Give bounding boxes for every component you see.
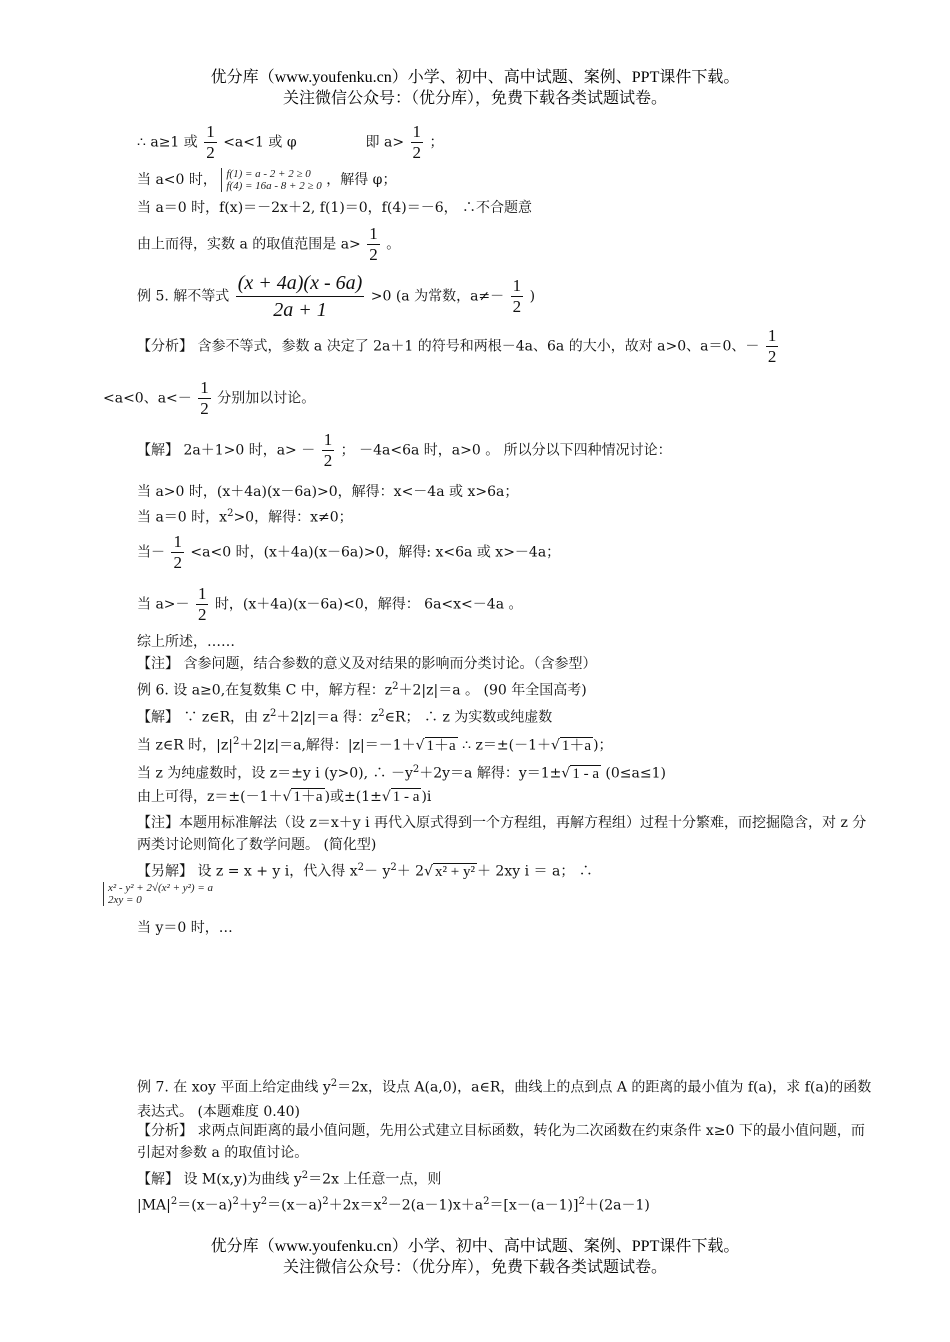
real-case: 当 z∈R 时，$|z|^2+2|z|=a$,解得：|z|＝－1＋√ 1＋a ∴ z＝±(－1＋√ 1＋a )； [137,736,613,754]
header-line-2: 关注微信公众号：（优分库），免费下载各类试题试卷。 [282,90,667,107]
page-header [0,67,950,109]
text: ＝(x－a) [267,1197,323,1214]
text: ＝2x，设点 A(a,0)，a∈R，曲线上的点到点 A 的距离的最小值为 f(a)，求 f(a)的函数表达式。 (本题难度 0.40) [137,1079,872,1120]
numerator: 1 [767,326,777,345]
text: 当 z∈R 时，|z| [137,737,233,754]
summary: 综上所述，…… [137,634,235,650]
header-line-1: 优分库（www.youfenku.cn）小学、初中、高中试题、案例、PPT课件下载。 [210,69,740,86]
line-conclusion [137,224,400,265]
text: 当 a＝0 时，x [137,509,228,526]
text: 当 z 为纯虚数时，设 z＝±y i (y>0), ∴ －y [137,765,413,782]
text: － y [364,863,391,880]
text: ＝[x－(a－1)] [489,1197,579,1214]
text: )或±(1± [324,789,382,805]
numerator: 1 [197,584,207,603]
text: 例 5. 解不等式 [137,288,230,305]
text: ) [529,288,536,305]
text: 时，(x＋4a)(x－6a)<0，解得： 6a<x<－4a 。 [214,596,523,613]
superscript: 2 [392,681,399,692]
superscript: 2 [378,708,385,719]
superscript: 2 [381,1196,388,1207]
sqrt-radicand: 1＋a [293,789,323,805]
text: ＋2|z|＝a 。 (90 年全国高考) [398,682,587,699]
line-a-range [137,122,443,163]
analysis-5 [137,326,780,367]
fraction-inequality [236,270,365,323]
text: 当 a>－ [137,596,190,613]
superscript: 2 [390,862,397,873]
text: 【解】 2a＋1>0 时，a> － [137,442,316,459]
system-row: x² - y² + 2√(x² + y²) = a [108,882,214,894]
text: <a<0、a<－ [103,390,192,407]
sqrt-radicand: 1＋a [426,737,456,754]
fraction-half [196,584,209,625]
footer-line-1: 优分库（www.youfenku.cn）小学、初中、高中试题、案例、PPT课件下载。 [210,1238,740,1255]
superscript: 2 [357,862,364,873]
system-row: f(4) = 16a - 8 + 2 ≥ 0 [226,180,322,192]
text: 由上可得，z＝±(－1＋ [137,789,283,805]
denominator: 2 [206,143,215,162]
numerator: 1 [323,430,333,449]
text: ； [429,134,444,151]
fraction-half [766,326,779,367]
text: ＋ 2 [396,863,425,880]
text: ＋2|z|＝a 得：z [276,709,379,726]
text: 当－ [137,544,165,561]
denominator: 2 [197,605,207,624]
text: 【分析】 含参不等式，参数 a 决定了 2a＋1 的符号和两根－4a、6a 的大小，故对 a>0、a＝0、－ [137,338,760,355]
text: 例 7. 在 xoy 平面上给定曲线 y [137,1079,331,1096]
text: |MA| [137,1197,171,1214]
superscript: 2 [232,1196,239,1207]
superscript: 2 [233,736,240,747]
footer-line-2: 关注微信公众号：（优分库），免费下载各类试题试卷。 [282,1259,667,1276]
analysis-5-cont [103,378,315,419]
example-6 [137,677,587,701]
numerator: 1 [173,532,182,551]
text: ，解得 φ； [326,172,397,188]
superscript: 2 [483,1196,490,1207]
superscript: 2 [170,1196,178,1207]
alt-system [103,882,213,906]
denominator: 2 [200,399,209,418]
text: 例 6. 设 a≥0,在复数集 C 中，解方程：z [137,682,393,699]
superscript: 2 [301,1170,309,1181]
text: <a<1 或 φ [223,134,297,151]
fraction-half [322,430,335,471]
denominator: 2 [369,245,378,264]
line-a-zero: 当 a＝0 时，f(x)＝－2x＋2, f(1)＝0，f(4)＝－6， ∴不合题意 [137,200,533,216]
text: ∴ a≥1 或 [137,134,198,151]
text: 。 [386,236,401,253]
sqrt-radicand: 1 - a [572,765,599,782]
denominator: 2 [512,297,522,316]
fraction-half [204,122,217,163]
fraction-half [171,532,184,573]
equation-system [103,882,213,906]
numerator: 1 [412,122,422,141]
superscript: 2 [330,1078,338,1089]
text: ∈R； ∴ z 为实数或纯虚数 [384,709,553,726]
superscript: 2 [260,1196,268,1207]
text: 【解】 设 M(x,y)为曲线 y [137,1171,302,1188]
denominator: 2 [173,553,182,572]
text: <a<0 时，(x＋4a)(x－6a)>0，解得: x<6a 或 x>－4a； [190,544,561,561]
case-3 [137,532,560,573]
text: 当 a<0 时， [137,172,217,188]
text: (0≤a≤1) [600,765,666,782]
note-6: 【注】本题用标准解法（设 z＝x＋y i 再代入原式得到一个方程组，再解方程组）过程十分繁难，而挖掘隐含，对 z 分两类讨论则简化了数学问题。 (简化型) [137,815,867,853]
superscript: 2 [578,1196,585,1207]
text: ＋2y＝a 解得：y＝1± [419,765,562,782]
case-1: 当 a>0 时，(x＋4a)(x－6a)>0，解得：x<－4a 或 x>6a； [137,484,519,500]
superscript: 2 [270,708,277,719]
text: ； －4a<6a 时，a>0 。 所以分以下四种情况讨论： [340,442,672,459]
line-a-negative [137,168,397,192]
solution-6 [137,704,552,728]
sqrt-radicand: 1 - a [392,789,420,805]
denominator: 2 [323,451,333,470]
text: 分别加以讨论。 [217,390,316,407]
distance-formula [137,1192,650,1216]
example-5 [137,270,535,323]
solution-7 [137,1166,441,1190]
numerator: 1 [369,224,378,243]
text: >0，解得：x≠0； [233,509,353,526]
superscript: 2 [412,764,420,775]
equation-system [221,168,321,192]
text: )； [593,737,613,754]
text: 即 a> [365,134,405,151]
text: 【解】 ∵ z∈R，由 z [137,709,271,726]
numerator: 1 [512,276,522,295]
solution-5 [137,430,672,471]
case-4 [137,584,523,625]
text: 【另解】 设 z = x + y i，代入得 x [137,863,358,880]
text: ∴ z＝±(－1＋ [457,737,551,754]
example-7 [137,1072,873,1124]
analysis-7: 【分析】 求两点间距离的最小值问题，先用公式建立目标函数，转化为二次函数在约束条件 x≥0 下的最小值问题，而引起对参数 a 的取值讨论。 [137,1123,865,1161]
note-5: 【注】 含参问题，结合参数的意义及对结果的影响而分类讨论。（含参型） [137,656,597,672]
y-zero: 当 y＝0 时，… [137,920,233,936]
superscript: 2 [227,508,234,519]
page-footer [0,1236,950,1278]
text: )i [421,789,432,805]
numerator: (x + 4a)(x - 6a) [236,270,365,297]
system-row: 2xy = 0 [108,894,142,906]
text: 由上而得，实数 a 的取值范围是 a> [137,236,361,253]
denominator: 2 [767,347,777,366]
text: ＋2x＝x [328,1197,382,1214]
sqrt-radicand: 1＋a [561,737,592,754]
fraction-half [511,276,524,317]
system-row: f(1) = a - 2 + 2 ≥ 0 [226,168,311,180]
imag-case: 当 z 为纯虚数时，设 z＝±y i (y>0), ∴ $-y^2+2y=a$ 解得：y＝1±√ 1 - a (0≤a≤1) [137,764,666,782]
text: ＝(x－a) [177,1197,233,1214]
result-6: 由上可得，z＝±(－1＋√ 1＋a )或±(1±√ 1 - a )i [137,789,432,805]
numerator: 1 [200,378,209,397]
text: >0 (a 为常数，a≠－ [370,288,505,305]
denominator: 2 [412,143,422,162]
numerator: 1 [206,122,215,141]
text: －2(a－1)x＋a [387,1197,484,1214]
denominator: 2a + 1 [273,299,327,321]
text: ＋ 2xy i ＝ a； ∴ [476,863,593,880]
fraction-half [198,378,211,419]
case-2 [137,504,353,528]
alt-solution: 【另解】 设 z = x + y i，代入得 $x^2- y^2+ 2√$ x² + y² ＋ 2xy i ＝ a； ∴ [137,862,593,880]
superscript: 2 [322,1196,329,1207]
text: ＋(2a－1) [584,1197,650,1214]
text: ＝2x 上任意一点，则 [308,1171,442,1188]
fraction-half [367,224,380,265]
text: ＋2|z|＝a,解得：|z|＝－1＋ [239,737,416,754]
fraction-half [411,122,424,163]
text: ＋y [238,1197,261,1214]
sqrt-radicand: x² + y² [435,863,475,880]
